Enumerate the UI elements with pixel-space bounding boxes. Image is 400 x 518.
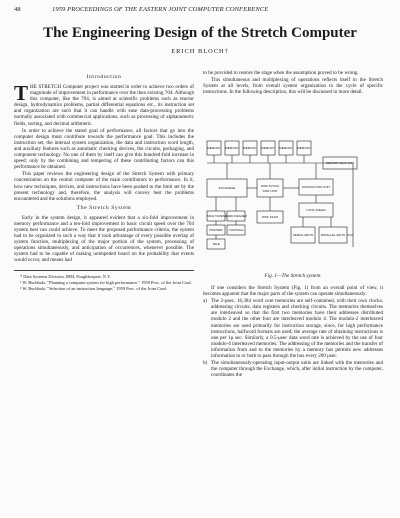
card-reader-label: CARD READER <box>225 214 247 218</box>
list-item-a <box>203 298 383 359</box>
memory-label-6: MEMORY <box>297 146 311 150</box>
section-paragraph-1: Early in the system design, it appeared evident that a six-fold improvement in memory performance and a ten-fold improvement in basic circuit speed over the 704 system best can could achieve. To meet the proposed performance criteria, the system had to be organized in such a way that it took advantage of every possible overlap of system function, multiplexing of the major portion of the system, processing of operations simultaneously, and anticipation of occurrences, whenever possible. The system had to be capable of making unimpeded board on the probability that events would occur, and means had <box>14 214 194 264</box>
paper-title: The Engineering Design of the Stretch Computer <box>43 25 357 41</box>
disk-synch-label: DISK SYNCH <box>260 184 280 188</box>
figure-caption: Fig. 1—The Stretch system. <box>264 273 322 279</box>
list-item-a-tag: a) <box>203 298 207 305</box>
disk-synch-box <box>257 179 283 197</box>
stretch-system-figure <box>203 137 383 271</box>
lookahead-label: LOOK AHEAD <box>306 208 326 212</box>
page-header <box>14 5 386 15</box>
tele-label: TELE <box>212 242 220 246</box>
memory-label-3: MEMORY <box>243 146 257 150</box>
list-item-a-text: The 2-μsec, 16,384 word core memories are self-contained, with their own clocks, addressing circuits, data registers and checking circuits. The memories themselves are interleaved so that the first two memories have their addresses distributed modulo 2 and the other four are interleaved modulo 4. The modulo-2 interleaved memories are used primarily for instruction storage, since, for high performance instructions, halfword formats are used; the average rate of obtaining instructions is one per 1μ sec. Similarly, a 0.5-μsec data word rate is achieved by the use of four modulo-4 interleaved memories. The addressing of the memories and the transfer of information from and to the memories by a memory bus permits new addresses information to or both to pass through the bus every 200 μsec. <box>211 298 383 360</box>
intro-paragraph-3: This paper reviews the engineering design of the Stretch System with primary concentration on the central computer of the main contributors to performance. In it, how new techniques, devices, and instructions have been pushed to the limit set by the present technology and, therefore, the analysis will convey best the problems encountered and the solutions employed. <box>14 171 194 202</box>
right-paragraph-1: to be provided to restore the stage when the assumption proved to be wrong. <box>203 70 359 76</box>
dropcap-letter: T <box>14 81 29 105</box>
exchange-label: EXCHANGE <box>218 186 236 190</box>
intro-paragraph-1: THE STRETCH Computer project was started in order to achieve two orders of magnitude of improvement in performance over the then existing 704. Although this computer, like the 704, is aimed at scientific problems such as reactor design, hydrodynamics problems, partial differential equations etc., its instruction set and organization are such that it can handle with ease data-processing problems normally associated with commercial applications, such as processing of alphanumeric fields, sorting, and decimal arithmetic. <box>14 81 194 127</box>
serial-arith-label: SERIAL ARITH <box>292 233 314 237</box>
mag-tapes-label: MAG TAPES <box>207 214 225 218</box>
page-number: 48 <box>14 6 21 13</box>
memory-label-2: MEMORY <box>225 146 239 150</box>
parallel-arith-label: PARALLEL ARITH <box>320 233 346 237</box>
list-item-b-text: The simultaneously-operating input-output units are linked with the memories and the computer through the Exchange, which, after initial instruction by the computer, coordinates the <box>211 360 383 379</box>
author-name: ERICH BLOCH† <box>171 48 229 55</box>
left-column <box>14 71 194 511</box>
console-label: CONSOLE <box>228 228 244 232</box>
intro-paragraph-2: In order to achieve the stated goal of performance, all factors that go into the computer design must contribute towards the performance goal. This includes the instruction set, the internal system organization, the data and instruction word length, and auxiliary features such as automatic checking devices, the circuits, packaging, and component technology. No one of them by itself can give this hundred-fold increase in speed; only by the combining and tempering of these contributing factors can this performance be obtained. <box>14 127 194 171</box>
footnote-affiliation: * Data Systems Division, IBM, Poughkeepsie, N.Y. <box>20 273 111 279</box>
memory-label-4: MEMORY <box>261 146 275 150</box>
right-paragraph-2: This simultaneous and multiplexing of operations reflects itself in the Stretch System at all levels, from overall system organization to the cycle of specific instructions. In the following description, this will be discussed in more detail. <box>203 77 383 96</box>
right-column-top <box>203 70 383 136</box>
footnote-2: ² W. Buchholz, "Selection of an instruction language," 1959 Proc. of the Joint Conf. <box>20 285 168 291</box>
memory-label-1: MEMORY <box>207 146 221 150</box>
section-heading-stretch-system: The Stretch System <box>76 204 132 211</box>
list-item-b <box>203 360 383 378</box>
disk-unit-label: DISK UNIT <box>262 189 278 193</box>
right-column-lower <box>203 285 383 513</box>
system-block-diagram <box>203 137 383 271</box>
footnotes <box>14 270 194 292</box>
running-title: 1959 PROCEEDINGS OF THE EASTERN JOINT COMPUTER CONFERENCE <box>52 6 269 13</box>
memory-bus-label: MEMORY BUS UNIT <box>325 161 355 165</box>
right-paragraph-3: If one considers the Stretch System (Fig. 1) from an overall point of view, it becomes apparent that the major parts of the system can operate simultaneously: <box>203 285 383 298</box>
instruction-unit-label: INSTRUCTION UNIT <box>301 185 331 189</box>
disk-files-label: DISK FILES <box>261 215 279 219</box>
printer-label: PRINTER <box>209 228 223 232</box>
intro-heading: Introduction <box>86 74 122 80</box>
list-item-b-tag: b) <box>203 360 208 367</box>
memory-label-5: MEMORY <box>279 146 293 150</box>
footnote-1: ¹ W. Buchholz, "Planning a computer system for high performance," 1959 Proc. of the Joint Conf. <box>20 279 192 285</box>
